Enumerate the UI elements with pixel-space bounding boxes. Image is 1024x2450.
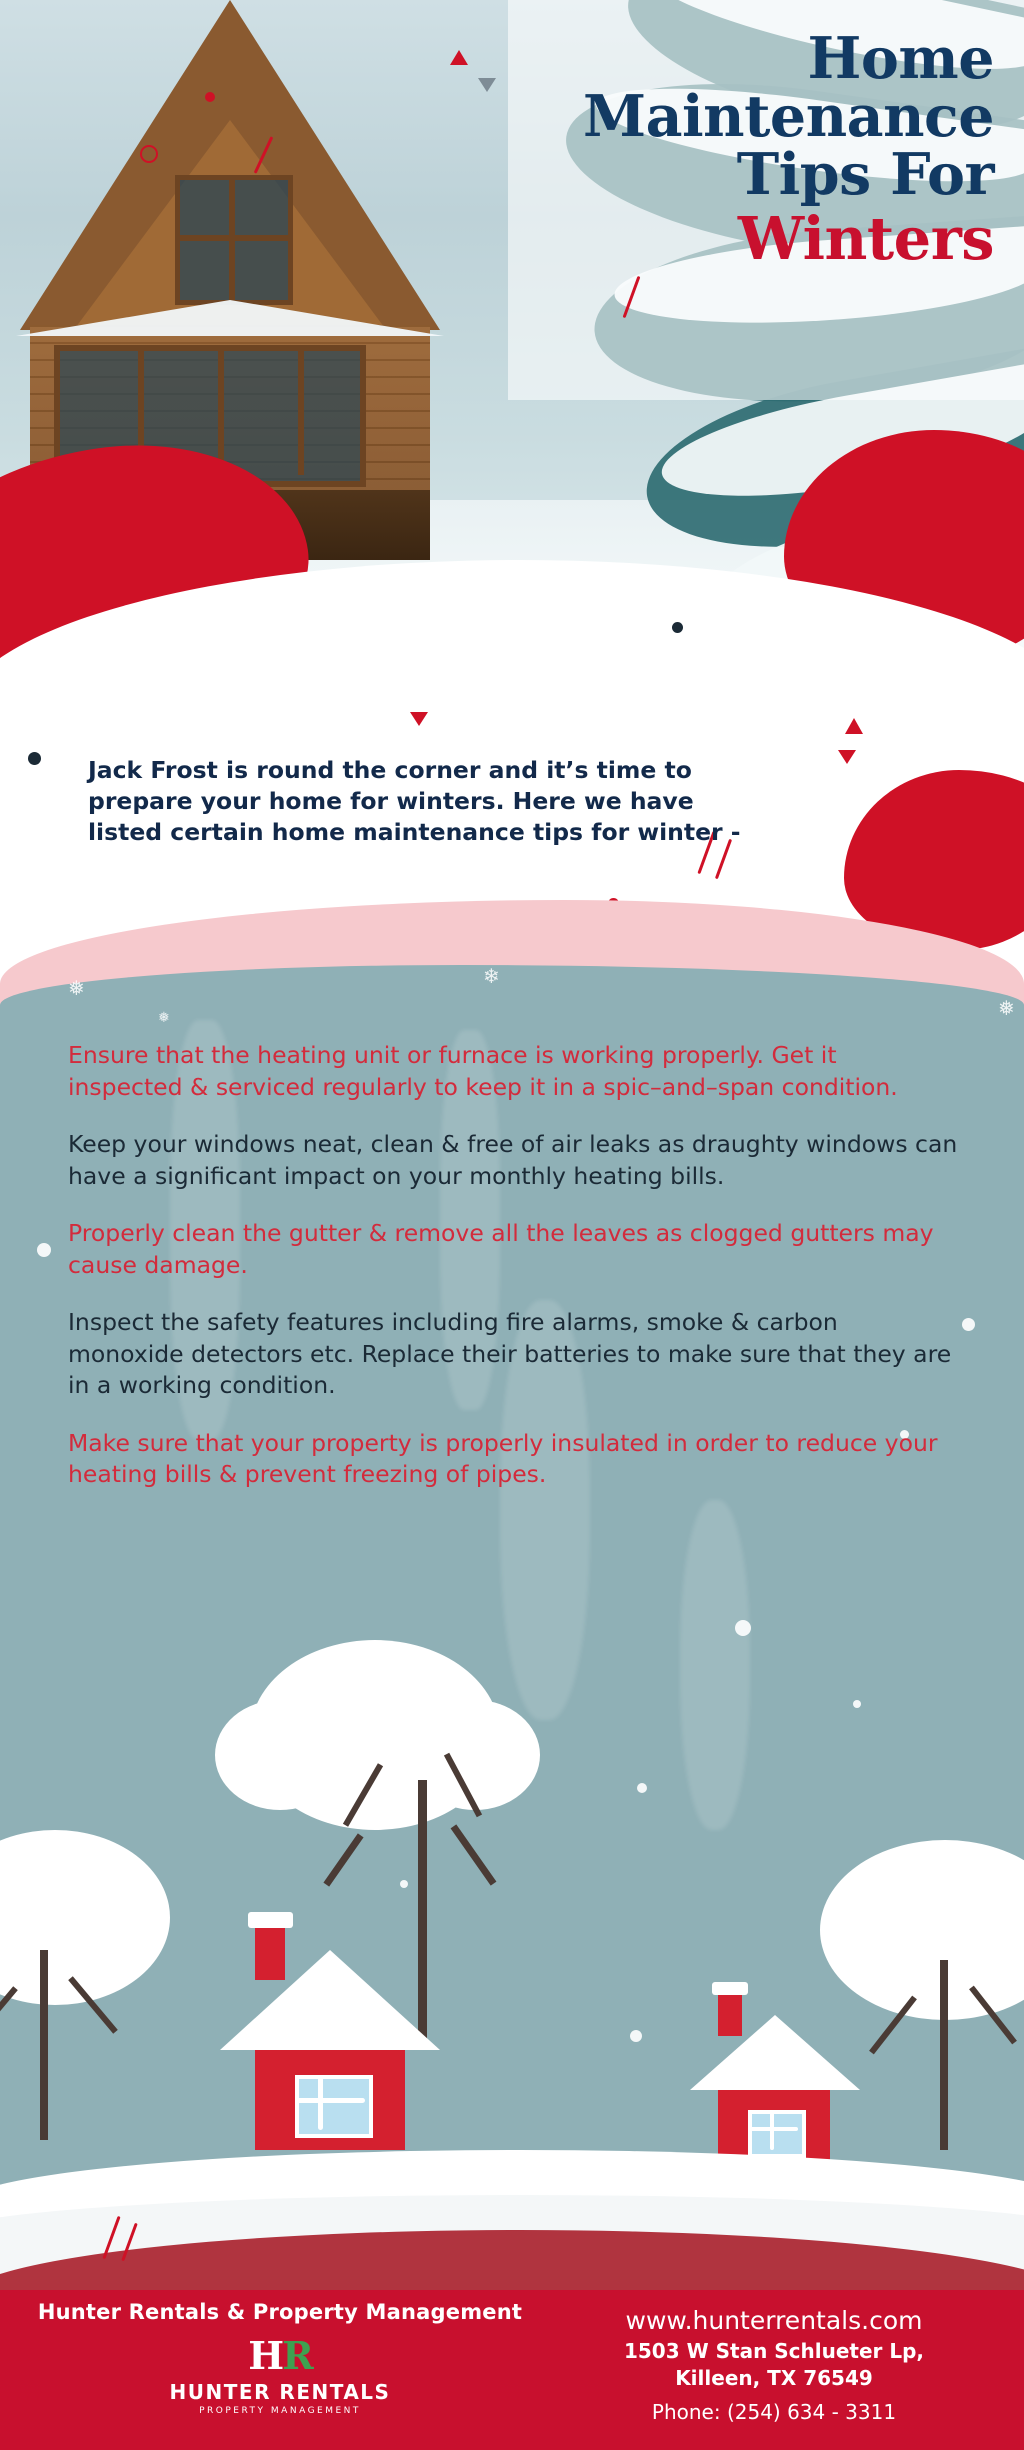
decor-dot-icon: [205, 92, 215, 102]
house-window: [295, 2075, 373, 2138]
footer-website[interactable]: www.hunterrentals.com: [625, 2306, 923, 2335]
decor-triangle-icon: [838, 750, 856, 778]
logo-monogram: [0, 2333, 560, 2378]
tree-canopy: [410, 1700, 540, 1810]
tree-canopy: [215, 1700, 345, 1810]
window-mullion: [295, 2098, 365, 2103]
title-line-3: Tips For: [736, 141, 994, 208]
house-window: [748, 2110, 806, 2158]
footer-company-name: Hunter Rentals & Property Management: [37, 2300, 523, 2324]
tip-item: Keep your windows neat, clean & free of air leaks as draughty windows can have a significant impact on your monthly heating bills.: [68, 1130, 958, 1190]
window-mullion: [748, 2127, 798, 2131]
winter-village-illustration: [0, 1580, 1024, 2240]
snowflake-icon: ❄: [483, 966, 500, 988]
decor-dot-icon: [672, 622, 683, 633]
house-roof: [690, 2015, 860, 2090]
cabin-window-mullion: [218, 345, 224, 475]
cabin-upper-window: [175, 175, 293, 305]
title-panel: [508, 0, 1024, 400]
title-line-1: Home: [807, 25, 994, 92]
snowflake-icon: ❅: [158, 1009, 170, 1025]
cabin-window-mullion: [298, 345, 304, 475]
tip-item: Properly clean the gutter & remove all the leaves as clogged gutters may cause damage.: [68, 1219, 934, 1279]
decor-triangle-icon: [410, 712, 428, 740]
house-roof: [220, 1950, 440, 2050]
tree-branch: [323, 1833, 363, 1886]
tree-canopy: [0, 1830, 170, 2005]
footer-logo: [0, 2333, 560, 2416]
footer-address-line-1: 1503 W Stan Schlueter Lp,: [623, 2339, 925, 2363]
footer-brand-block: [0, 2300, 560, 2416]
tip-item: Ensure that the heating unit or furnace is working properly. Get it inspected & serviced regularly to keep it in a spic–and–span condition.: [68, 1041, 898, 1101]
footer-contact-block: [564, 2305, 984, 2425]
chimney-snow-cap: [248, 1912, 293, 1928]
logo-letter-r: R: [282, 2333, 312, 2378]
chimney-snow-cap: [712, 1982, 748, 1995]
house-right: [690, 1980, 860, 2160]
title-line-2: Maintenance: [582, 83, 994, 150]
cabin-roof-snow: [16, 300, 444, 336]
snowflake-icon: ❅: [998, 998, 1015, 1020]
decor-triangle-icon: [450, 50, 468, 65]
footer-phone[interactable]: Phone: (254) 634 - 3311: [651, 2400, 897, 2424]
tips-list: [68, 1040, 958, 1517]
logo-tagline: PROPERTY MANAGEMENT: [199, 2406, 361, 2416]
decor-triangle-icon: [478, 78, 496, 106]
logo-letter-h: H: [248, 2333, 283, 2378]
hero-title: [534, 25, 994, 273]
logo-wordmark: HUNTER RENTALS: [169, 2380, 391, 2404]
title-line-accent: Winters: [737, 204, 994, 273]
tree-trunk: [940, 1960, 948, 2150]
snow-dot: [962, 1318, 975, 1331]
tree-trunk: [40, 1950, 48, 2140]
tip-item: Make sure that your property is properly insulated in order to reduce your heating bills & prevent freezing of pipes.: [68, 1428, 938, 1488]
tip-item: Inspect the safety features including fire alarms, smoke & carbon monoxide detectors etc. Replace their batteries to make sure that they are in a working condition.: [68, 1308, 952, 1399]
tree-branch: [451, 1824, 497, 1885]
decor-triangle-icon: [845, 718, 863, 734]
snow-dot: [37, 1243, 51, 1257]
footer-address-line-2: Killeen, TX 76549: [675, 2366, 873, 2390]
snowflake-icon: ❅: [68, 978, 85, 1000]
intro-paragraph: Jack Frost is round the corner and it’s time to prepare your home for winters. Here we have listed certain home maintenance tips for winter -: [88, 756, 741, 846]
decor-circle-icon: [140, 145, 158, 163]
decor-dot-icon: [28, 752, 41, 765]
house-left: [220, 1910, 440, 2150]
